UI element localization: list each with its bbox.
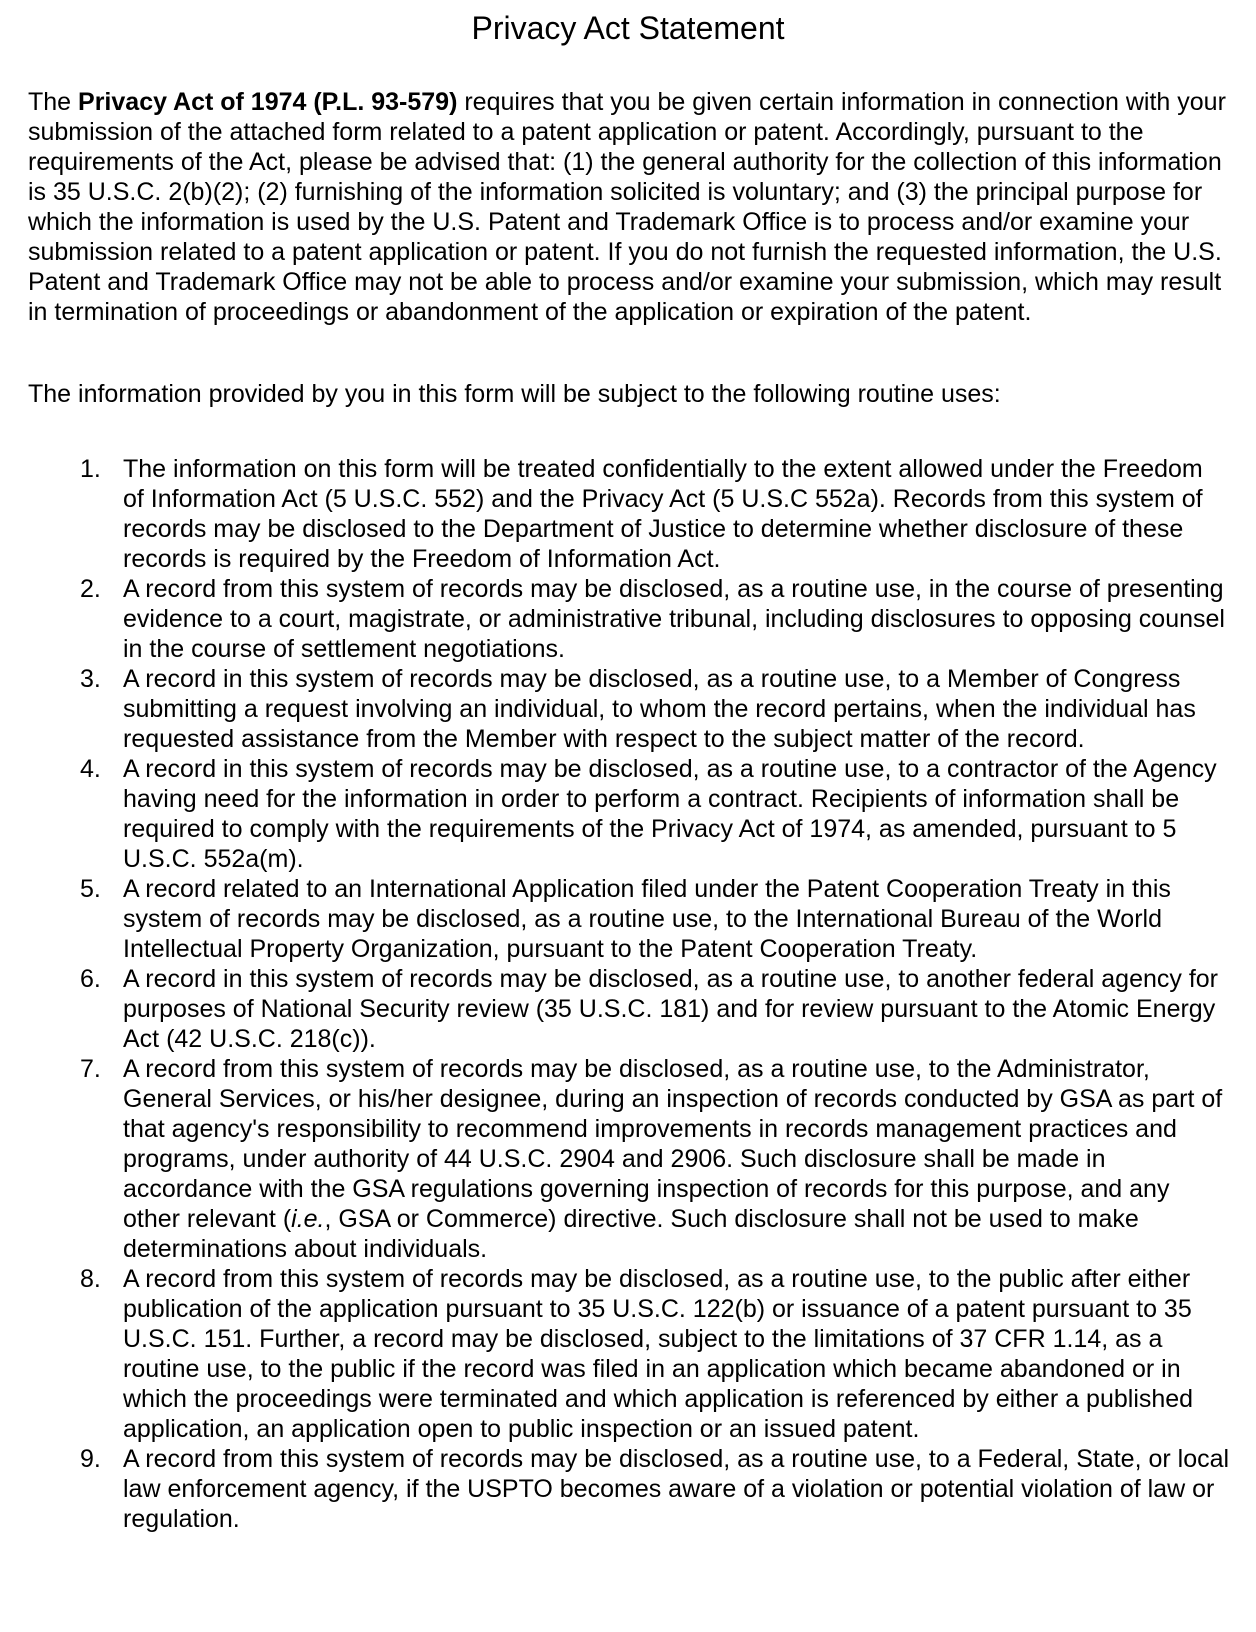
list-item-text: A record from this system of records may be disclosed, as a routine use, in the course of presenting evidence to a court, magistrate, or administrative tribunal, including disclosures to opposing counsel in the course of settlement negotiations. (123, 575, 1225, 663)
intro-body: requires that you be given certain information in connection with your submission of the attached form related to a patent application or patent. Accordingly, pursuant to the requirements of the Act, please be advised that: (1) the general authority for the collection of this information is 35 U.S.C. 2(b)(2); (2) furnishing of the information solicited is voluntary; and (3) the principal purpose for which the information is used by the U.S. Patent and Trademark Office is to process and/or examine your submission related to a patent application or patent. If you do not furnish the requested information, the U.S. Patent and Trademark Office may not be able to process and/or examine your submission, which may result in termination of proceedings or abandonment of the application or expiration of the patent. (28, 88, 1226, 326)
page-content (0, 87, 1256, 1534)
list-item (80, 874, 1230, 964)
list-item-text: A record from this system of records may be disclosed, as a routine use, to a Federal, State, or local law enforcement agency, if the USPTO becomes aware of a violation or potential violation of law or regulation. (123, 1445, 1230, 1533)
list-item-number: 4. (80, 755, 101, 783)
list-item (80, 754, 1230, 874)
routine-uses-lead: The information provided by you in this form will be subject to the following routine uses: (28, 380, 1001, 408)
list-item-number: 9. (80, 1445, 101, 1473)
list-item-text-post: , GSA or Commerce) directive. Such disclosure shall not be used to make determinations about individuals. (123, 1205, 1139, 1263)
list-item-number: 1. (80, 455, 101, 483)
list-item-number: 8. (80, 1265, 101, 1293)
list-item (80, 1054, 1230, 1264)
list-item (80, 664, 1230, 754)
list-item (80, 1444, 1230, 1534)
list-item-text (123, 1054, 1230, 1264)
list-item-number: 5. (80, 875, 101, 903)
list-item-text: A record related to an International Application filed under the Patent Cooperation Treaty in this system of records may be disclosed, as a routine use, to the International Bureau of the World Intellectual Property Organization, pursuant to the Patent Cooperation Treaty. (123, 875, 1171, 963)
list-item-text: A record in this system of records may be disclosed, as a routine use, to another federal agency for purposes of National Security review (35 U.S.C. 181) and for review pursuant to the Atomic Energy Act (42 U.S.C. 218(c)). (123, 965, 1219, 1053)
list-item (80, 964, 1230, 1054)
page-title: Privacy Act Statement (471, 10, 785, 46)
list-item-text-italic: i.e. (291, 1205, 325, 1233)
intro-prefix: The (28, 88, 79, 116)
list-item (80, 1264, 1230, 1444)
list-item-text: A record in this system of records may be disclosed, as a routine use, to a contractor of the Agency having need for the information in order to perform a contract. Recipients of information shall be required to comply with the requirements of the Privacy Act of 1974, as amended, pursuant to 5 U.S.C. 552a(m). (123, 755, 1217, 873)
list-item-number: 7. (80, 1055, 101, 1083)
list-item-text: A record in this system of records may be disclosed, as a routine use, to a Member of Congress submitting a request involving an individual, to whom the record pertains, when the individual has requested assistance from the Member with respect to the subject matter of the record. (123, 665, 1196, 753)
list-item-number: 3. (80, 665, 101, 693)
intro-paragraph (28, 87, 1230, 327)
list-item (80, 454, 1230, 574)
list-item-text-pre: A record from this system of records may be disclosed, as a routine use, to the Administrator, General Services, or his/her designee, during an inspection of records conducted by GSA as part of that agency's responsibility to recommend improvements in records management practices and programs, under authority of 44 U.S.C. 2904 and 2906. Such disclosure shall be made in accordance with the GSA regulations governing inspection of records for this purpose, and any other relevant ( (123, 1055, 1223, 1233)
list-item-text: A record from this system of records may be disclosed, as a routine use, to the public after either publication of the application pursuant to 35 U.S.C. 122(b) or issuance of a patent pursuant to 35 U.S.C. 151. Further, a record may be disclosed, subject to the limitations of 37 CFR 1.14, as a routine use, to the public if the record was filed in an application which became abandoned or in which the proceedings were terminated and which application is referenced by either a published application, an application open to public inspection or an issued patent. (123, 1265, 1194, 1443)
routine-uses-list (28, 454, 1230, 1534)
list-item-number: 2. (80, 575, 101, 603)
privacy-act-citation: Privacy Act of 1974 (P.L. 93-579) (78, 88, 458, 116)
list-item-number: 6. (80, 965, 101, 993)
list-item (80, 574, 1230, 664)
list-item-text: The information on this form will be treated confidentially to the extent allowed under the Freedom of Information Act (5 U.S.C. 552) and the Privacy Act (5 U.S.C 552a). Records from this system of records may be disclosed to the Department of Justice to determine whether disclosure of these records is required by the Freedom of Information Act. (123, 455, 1203, 573)
